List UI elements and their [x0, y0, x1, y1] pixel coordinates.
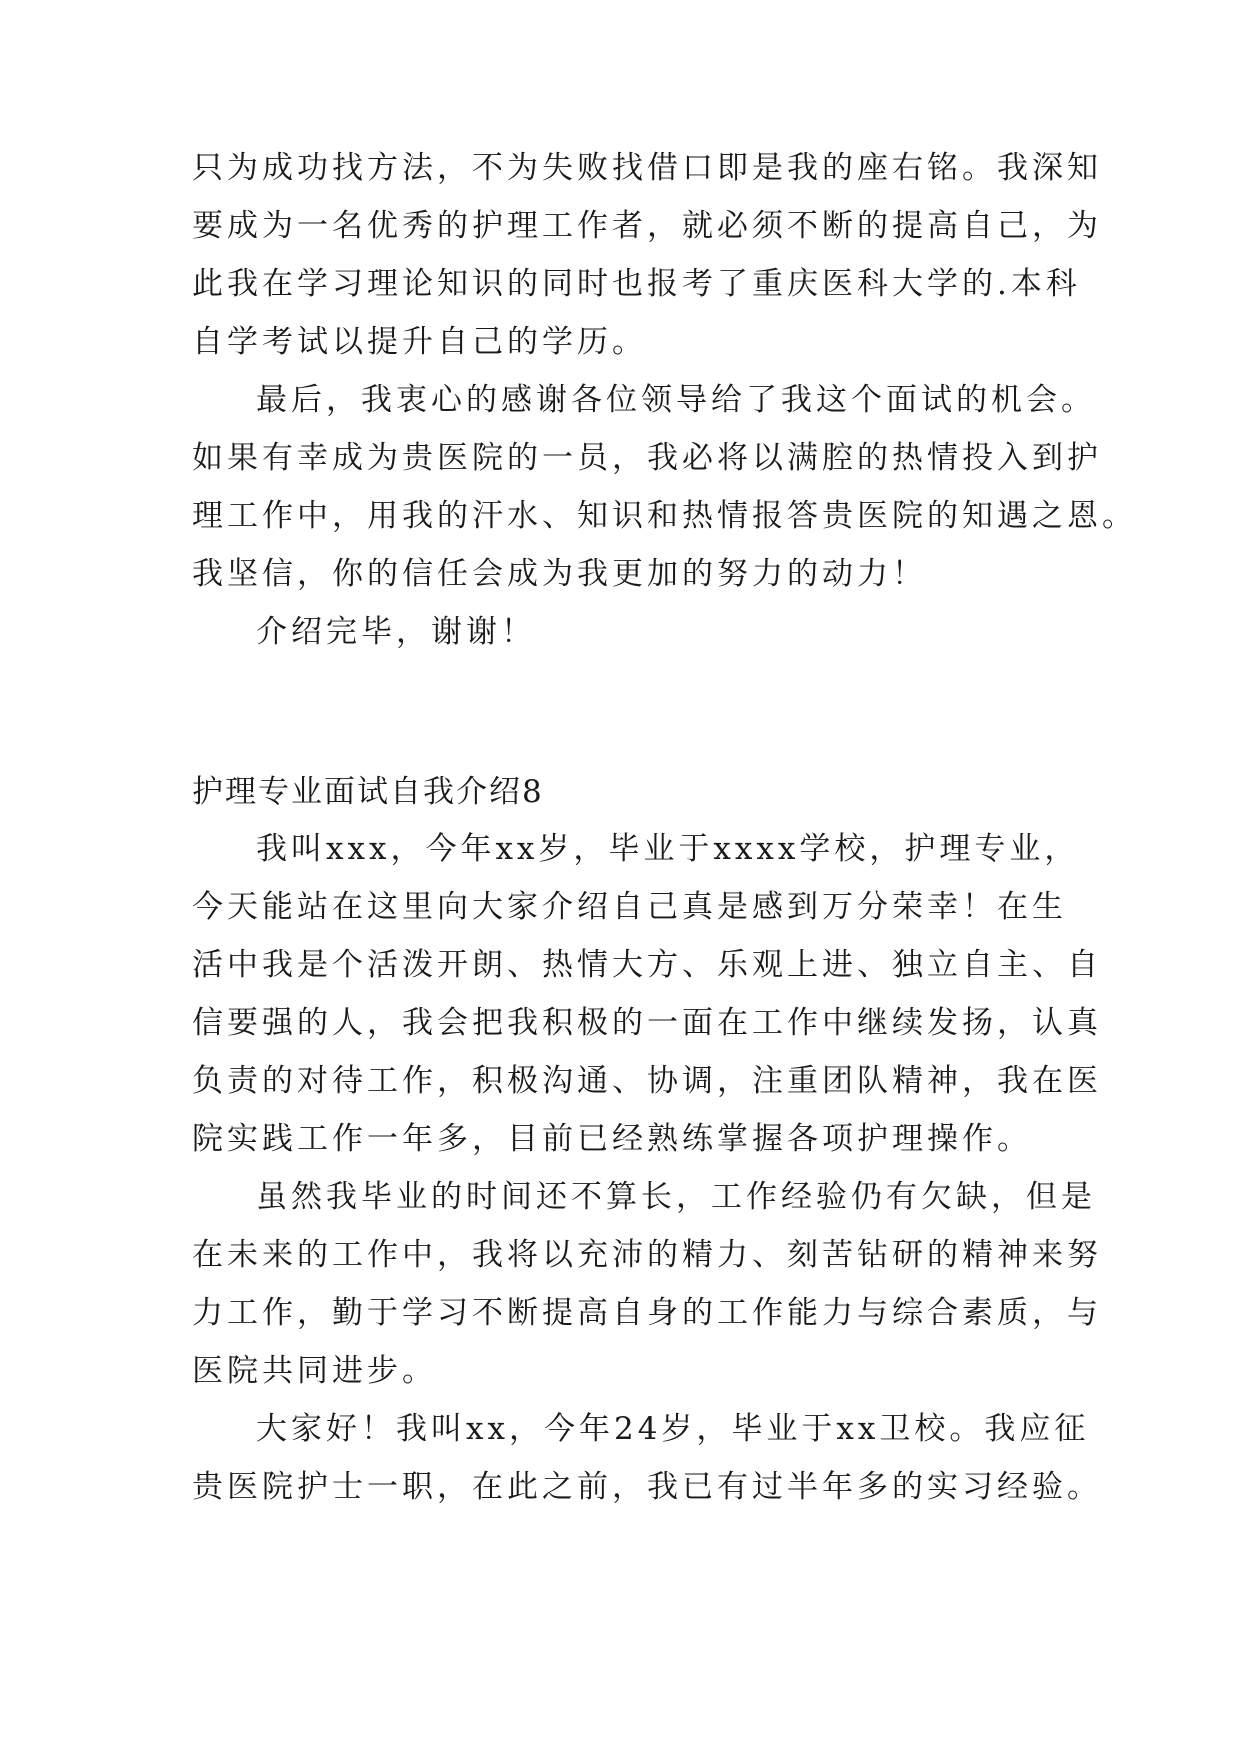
- paragraph-line: 今天能站在这里向大家介绍自己真是感到万分荣幸！在生: [192, 889, 1067, 925]
- paragraph-line: 大家好！我叫xx，今年24岁，毕业于xx卫校。我应征: [256, 1411, 1090, 1447]
- paragraph-line: 力工作，勤于学习不断提高自身的工作能力与综合素质，与: [192, 1295, 1102, 1331]
- paragraph-line: 最后，我衷心的感谢各位领导给了我这个面试的机会。: [256, 382, 1096, 418]
- paragraph-line: 如果有幸成为贵医院的一员，我必将以满腔的热情投入到护: [192, 440, 1102, 476]
- paragraph-line: 贵医院护士一职，在此之前，我已有过半年多的实习经验。: [192, 1469, 1102, 1505]
- paragraph-line: 院实践工作一年多，目前已经熟练掌握各项护理操作。: [192, 1121, 1032, 1157]
- paragraph-line: 负责的对待工作，积极沟通、协调，注重团队精神，我在医: [192, 1063, 1102, 1099]
- paragraph-line: 活中我是个活泼开朗、热情大方、乐观上进、独立自主、自: [192, 947, 1102, 983]
- paragraph-line: 信要强的人，我会把我积极的一面在工作中继续发扬，认真: [192, 1005, 1102, 1041]
- paragraph-line: 要成为一名优秀的护理工作者，就必须不断的提高自己，为: [192, 208, 1102, 244]
- paragraph-line: 在未来的工作中，我将以充沛的精力、刻苦钻研的精神来努: [192, 1237, 1102, 1273]
- paragraph-line: 自学考试以提升自己的学历。: [192, 324, 647, 360]
- paragraph-line: 理工作中，用我的汗水、知识和热情报答贵医院的知遇之恩。: [192, 498, 1137, 534]
- paragraph-line: 此我在学习理论知识的同时也报考了重庆医科大学的.本科: [192, 266, 1081, 302]
- paragraph-line: 只为成功找方法，不为失败找借口即是我的座右铭。我深知: [192, 150, 1102, 186]
- section-heading: 护理专业面试自我介绍8: [192, 774, 544, 810]
- paragraph-line: 我叫xxx，今年xx岁，毕业于xxxx学校，护理专业，: [256, 831, 1080, 867]
- closing-line: 介绍完毕，谢谢！: [256, 614, 536, 650]
- paragraph-line: 我坚信，你的信任会成为我更加的努力的动力！: [192, 556, 927, 592]
- paragraph-line: 医院共同进步。: [192, 1353, 437, 1389]
- paragraph-line: 虽然我毕业的时间还不算长，工作经验仍有欠缺，但是: [256, 1179, 1096, 1215]
